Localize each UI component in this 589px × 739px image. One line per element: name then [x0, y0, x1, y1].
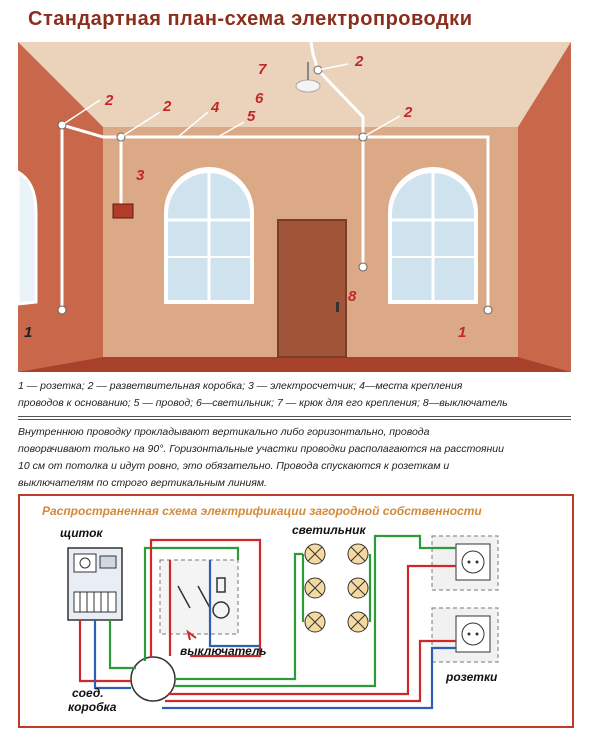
legend	[18, 378, 578, 412]
sockets-label: розетки	[446, 670, 498, 684]
window-right	[388, 167, 478, 304]
door	[278, 220, 346, 357]
label-meter: 3	[136, 167, 145, 184]
label-junction-right: 2	[404, 104, 413, 121]
label-fastening: 4	[211, 99, 220, 116]
panel-label: щиток	[60, 526, 103, 540]
schema-title: Распространенная схема электрификации загородной собственности	[42, 504, 482, 518]
page-title: Стандартная план-схема электропроводки	[28, 8, 473, 30]
ceiling	[18, 42, 571, 127]
light-switch	[359, 263, 367, 271]
room-illustration	[18, 42, 571, 372]
label-junction-left: 2	[105, 92, 114, 109]
label-wire: 5	[247, 108, 256, 125]
window-left	[164, 167, 254, 304]
legend-line: 1 — розетка; 2 — разветвительная коробка; 3 — электросчетчик; 4—места крепления	[18, 380, 463, 392]
junction-label-line1: соед.	[72, 686, 104, 700]
switch-box	[160, 560, 238, 634]
left-window-partial	[18, 172, 36, 304]
label-hook: 7	[258, 61, 267, 78]
divider	[18, 419, 571, 420]
label-switch: 8	[348, 288, 357, 305]
label-lamp: 6	[255, 90, 264, 107]
label-socket-right: 1	[458, 324, 467, 341]
legend-line: проводов к основанию; 5 — провод; 6—светильник; 7 — крюк для его крепления; 8—выключатель	[18, 397, 508, 409]
label-junction-mid: 2	[163, 98, 172, 115]
note-line: Внутреннюю проводку прокладывают вертикально либо горизонтально, провода	[18, 426, 430, 438]
socket-left	[58, 306, 66, 314]
junction-label-line2: коробка	[68, 700, 117, 714]
switch-label: выключатель	[180, 644, 267, 658]
ceiling-lamp	[296, 80, 320, 92]
note-line: поворачивают только на 90°. Горизонтальные участки проводки располагаются на расстоянии	[18, 443, 504, 455]
divider	[18, 416, 571, 417]
note-line: 10 см от потолка и идут ровно, это обязательно. Провода спускаются к розеткам и	[18, 460, 450, 472]
socket-right	[484, 306, 492, 314]
electric-meter	[113, 204, 133, 218]
socket-top	[432, 536, 498, 590]
room-drawing	[18, 42, 571, 372]
installation-note	[18, 424, 578, 492]
socket-bottom	[432, 608, 498, 662]
note-line: выключателям по строго вертикальным линиям.	[18, 477, 267, 489]
floor	[18, 357, 571, 372]
label-socket-left: 1	[24, 324, 33, 341]
label-junction-top: 2	[355, 53, 364, 70]
electrical-panel	[68, 548, 122, 620]
schema-wires	[80, 536, 456, 708]
wiring-schema	[18, 494, 574, 728]
lamp-label: светильник	[292, 523, 366, 537]
